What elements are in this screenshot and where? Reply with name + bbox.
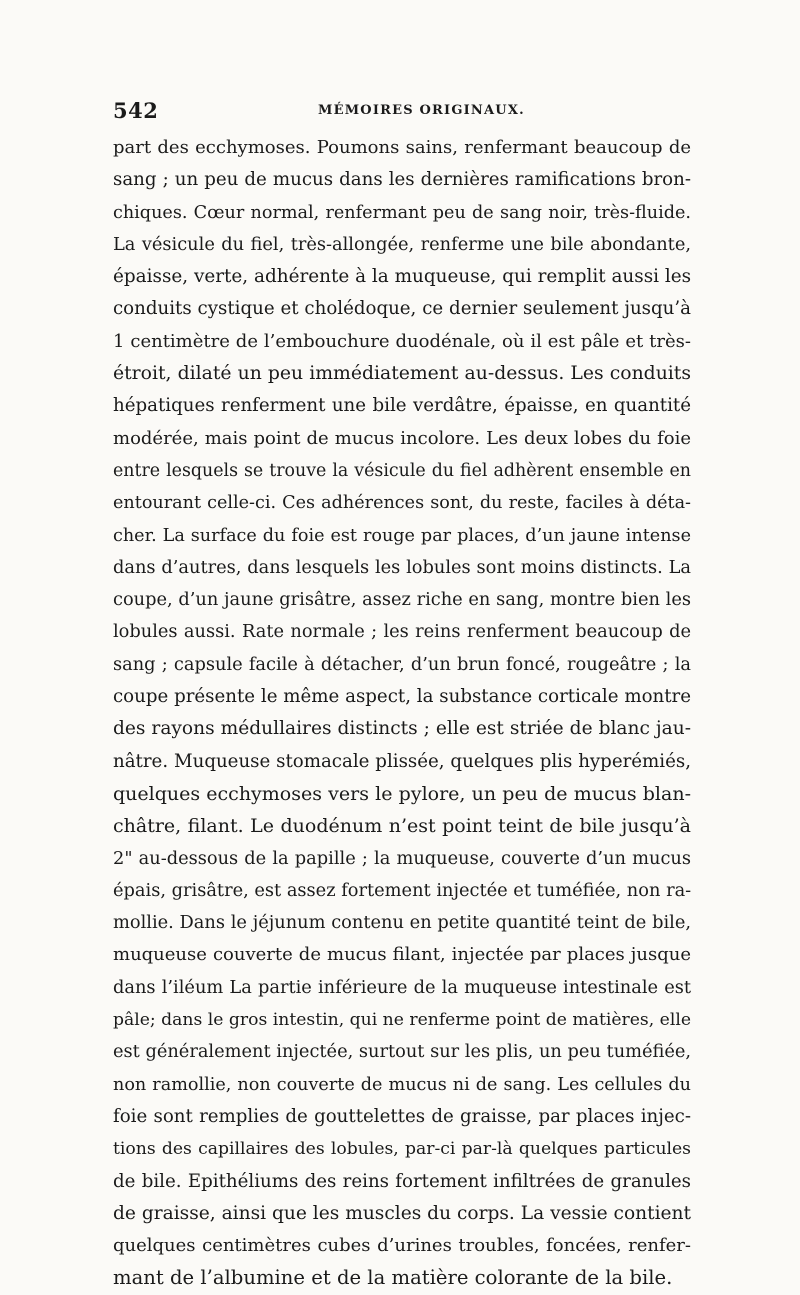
text-line: sang ; un peu de mucus dans les dernières ramifications bron- — [113, 169, 691, 191]
text-line: muqueuse couverte de mucus filant, injectée par places jusque — [113, 944, 691, 966]
page-header — [113, 98, 691, 124]
text-line: part des ecchymoses. Poumons sains, renfermant beaucoup de — [113, 137, 691, 158]
body-text — [113, 132, 691, 1295]
text-line: foie sont remplies de gouttelettes de graisse, par places injec- — [113, 1105, 691, 1127]
text-line: mant de l’albumine et de la matière colorante de la bile. — [113, 1266, 673, 1290]
text-line: étroit, dilaté un peu immédiatement au-dessus. Les conduits — [113, 363, 691, 385]
text-line: dans l’iléum La partie inférieure de la muqueuse intestinale est — [113, 976, 691, 998]
text-line: modérée, mais point de mucus incolore. Les deux lobes du foie — [113, 427, 691, 449]
text-line: est généralement injectée, surtout sur les plis, un peu tuméfiée, — [113, 1041, 692, 1063]
page-number: 542 — [113, 98, 159, 123]
text-line: non ramollie, non couverte de mucus ni de sang. Les cellules du — [113, 1074, 691, 1095]
text-line: de graisse, ainsi que les muscles du corps. La vessie contient — [113, 1202, 691, 1224]
text-line: conduits cystique et cholédoque, ce dernier seulement jusqu’à — [113, 298, 691, 320]
text-line: 1 centimètre de l’embouchure duodénale, où il est pâle et très- — [113, 330, 691, 352]
text-line: de bile. Epithéliums des reins fortement infiltrées de granules — [113, 1170, 691, 1192]
text-line: épaisse, verte, adhérente à la muqueuse, qui remplit aussi les — [113, 266, 692, 288]
running-head: MÉMOIRES ORIGINAUX. — [318, 103, 525, 118]
text-line: entourant celle-ci. Ces adhérences sont, du reste, faciles à déta- — [113, 493, 691, 514]
text-line: tions des capillaires des lobules, par-ci par-là quelques particules — [113, 1139, 691, 1160]
text-line: des rayons médullaires distincts ; elle est striée de blanc jau- — [113, 718, 691, 740]
text-line: entre lesquels se trouve la vésicule du fiel adhèrent ensemble en — [113, 460, 691, 481]
text-line: lobules aussi. Rate normale ; les reins renferment beaucoup de — [113, 621, 691, 643]
text-line: châtre, filant. Le duodénum n’est point teint de bile jusqu’à — [113, 815, 691, 838]
text-line: cher. La surface du foie est rouge par places, d’un jaune intense — [113, 525, 691, 546]
text-line: nâtre. Muqueuse stomacale plissée, quelques plis hyperémiés, — [113, 750, 691, 772]
text-line: sang ; capsule facile à détacher, d’un brun foncé, rougeâtre ; la — [113, 653, 691, 675]
text-line: chiques. Cœur normal, renfermant peu de sang noir, très-fluide. — [113, 202, 691, 223]
text-line: épais, grisâtre, est assez fortement injectée et tuméfiée, non ra- — [113, 879, 692, 901]
text-line: coupe présente le même aspect, la substance corticale montre — [113, 686, 691, 708]
text-line: coupe, d’un jaune grisâtre, assez riche en sang, montre bien les — [113, 589, 691, 611]
text-line: quelques centimètres cubes d’urines troubles, foncées, renfer- — [113, 1235, 691, 1257]
text-line: dans d’autres, dans lesquels les lobules sont moins distincts. La — [113, 556, 691, 578]
text-line: mollie. Dans le jéjunum contenu en petite quantité teint de bile, — [113, 912, 691, 934]
text-line: pâle; dans le gros intestin, qui ne renferme point de matières, elle — [113, 1010, 692, 1031]
text-line: 2" au-dessous de la papille ; la muqueuse, couverte d’un mucus — [113, 847, 691, 869]
text-line: La vésicule du fiel, très-allongée, renferme une bile abondante, — [113, 233, 691, 255]
text-line: quelques ecchymoses vers le pylore, un peu de mucus blan- — [113, 782, 691, 805]
text-line: hépatiques renferment une bile verdâtre, épaisse, en quantité — [113, 395, 691, 417]
